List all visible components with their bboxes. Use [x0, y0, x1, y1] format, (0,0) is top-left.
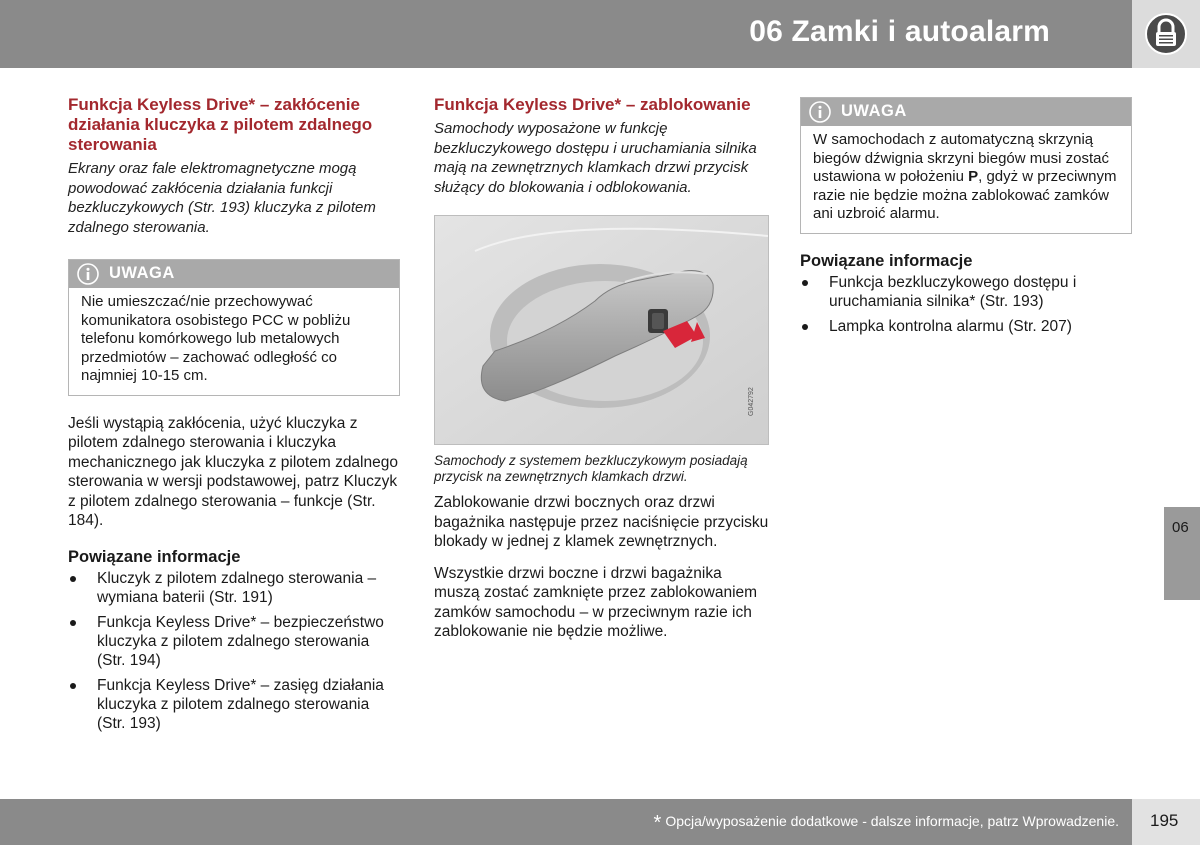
column-middle: [434, 95, 769, 642]
page-number: 195: [1150, 811, 1179, 830]
figure-caption: Samochody z systemem bezkluczykowym posiadają przycisk na zewnętrznych klamkach drzwi.: [434, 453, 748, 484]
body-paragraph: Jeśli wystąpią zakłócenia, użyć kluczyka z pilotem zdalnego sterowania i kluczyka mechanicznego jak kluczyka z pilotem zdalnego sterowania w wersji podstawowej, patrz Kluczyk z pilotem zdalnego sterowania – funkcje (Str. 184).: [68, 414, 398, 529]
note-box: [68, 259, 400, 396]
door-handle-illustration: [435, 216, 768, 444]
info-icon: [809, 101, 831, 123]
body-paragraph: Zablokowanie drzwi bocznych oraz drzwi bagażnika następuje przez naciśnięcie przycisku blokady w jednej z klamek zewnętrznych.: [434, 494, 769, 550]
footer-note: [654, 812, 1119, 835]
footer-star: *: [653, 812, 662, 834]
note-text: , gdyż w przeciwnym razie nie będzie można zablokować zamków ani uzbroić alarmu.: [813, 168, 1117, 222]
related-heading: Powiązane informacje: [800, 251, 973, 270]
figure-code: G042792: [748, 387, 755, 416]
section-intro: Ekrany oraz fale elektromagnetyczne mogą powodować zakłócenia działania funkcji bezkluczykowych (Str. 193) kluczyka z pilotem zdalnego sterowania.: [68, 160, 376, 236]
column-left: [68, 95, 400, 739]
related-list: [800, 273, 1132, 336]
section-intro: Samochody wyposażone w funkcję bezkluczykowego dostępu i uruchamiania silnika mają na zewnętrznych klamkach drzwi przycisk służący do blokowania i odblokowania.: [434, 120, 757, 196]
related-link[interactable]: Funkcja Keyless Drive* – zasięg działania kluczyka z pilotem zdalnego sterowania (Str. 193): [68, 676, 400, 733]
chapter-title: 06 Zamki i autoalarm: [749, 15, 1050, 48]
note-body: Nie umieszczać/nie przechowywać komunikatora osobistego PCC w pobliżu telefonu komórkowego lub metalowych przedmiotów – zachować odległość co najmniej 10-15 cm.: [81, 293, 351, 384]
chapter-icon-box: [1132, 0, 1200, 68]
note-title: UWAGA: [109, 264, 175, 282]
page-header: [0, 0, 1132, 68]
footer-text: Opcja/wyposażenie dodatkowe - dalsze informacje, patrz Wprowadzenie.: [665, 813, 1119, 829]
page-number-box: [1132, 799, 1200, 845]
note-box: [800, 97, 1132, 234]
section-heading-interference: Funkcja Keyless Drive* – zakłócenie działania kluczyka z pilotem zdalnego sterowania: [68, 95, 373, 154]
related-link[interactable]: Lampka kontrolna alarmu (Str. 207): [800, 317, 1132, 336]
side-tab-label: 06: [1172, 519, 1189, 536]
door-handle-figure: [434, 215, 769, 445]
note-body: [801, 126, 1131, 233]
note-title: UWAGA: [841, 102, 907, 120]
section-heading-locking: Funkcja Keyless Drive* – zablokowanie: [434, 95, 751, 114]
related-link[interactable]: Funkcja Keyless Drive* – bezpieczeństwo kluczyka z pilotem zdalnego sterowania (Str. 194): [68, 613, 400, 670]
related-link[interactable]: Funkcja bezkluczykowego dostępu i uruchamiania silnika* (Str. 193): [800, 273, 1132, 311]
related-list: [68, 569, 400, 733]
note-text: W samochodach z automatyczną skrzynią biegów dźwignia skrzyni biegów musi zostać ustawiona w położeniu: [813, 131, 1109, 185]
note-header: [801, 98, 1131, 126]
chapter-side-tab[interactable]: [1164, 507, 1200, 600]
gear-position-p: P: [968, 168, 979, 185]
related-link[interactable]: Kluczyk z pilotem zdalnego sterowania – wymiana baterii (Str. 191): [68, 569, 400, 607]
body-paragraph: Wszystkie drzwi boczne i drzwi bagażnika muszą zostać zamknięte przez zablokowaniem zamków samochodu – w przeciwnym razie ich zablokowanie nie będzie możliwe.: [434, 564, 758, 640]
related-heading: Powiązane informacje: [68, 547, 241, 566]
padlock-icon: [1144, 12, 1188, 56]
column-right: [800, 97, 1132, 342]
info-icon: [77, 263, 99, 285]
page-footer: [0, 799, 1132, 845]
note-header: [69, 260, 399, 288]
